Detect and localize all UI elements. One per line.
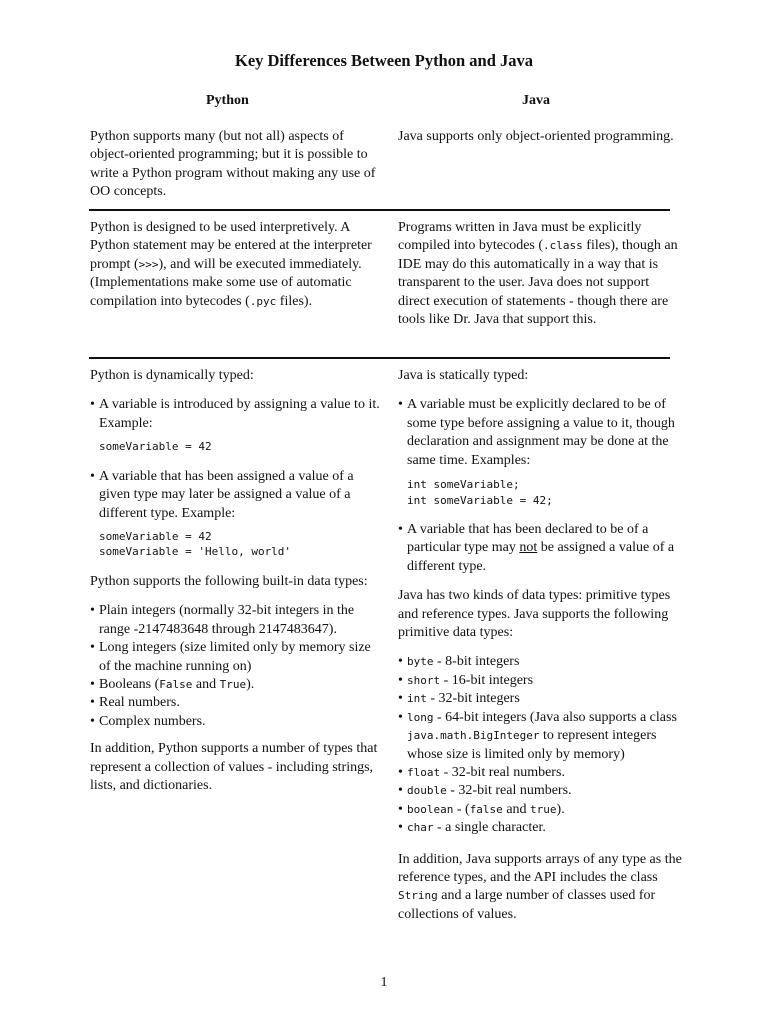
code-pyc: .pyc <box>249 294 277 308</box>
java-prim-byte: • byte - 8-bit integers <box>398 653 684 671</box>
java-prim-char: • char - a single character. <box>398 819 684 837</box>
page-number: 1 <box>380 975 388 990</box>
row1-python-text: Python supports many (but not all) aspects of object-oriented programming; but it is possible to write a Python program without making any use of OO concepts. <box>90 129 376 200</box>
code-class: .class <box>543 239 583 253</box>
python-bullet-introduce: • A variable is introduced by assigning a value to it. Example: <box>90 396 380 433</box>
row3-java <box>398 367 684 924</box>
java-prim-int: • int - 32-bit integers <box>398 690 684 708</box>
python-type-plain-int: • Plain integers (normally 32-bit integers in the range -2147483648 through 2147483647). <box>90 602 380 639</box>
page-title: Key Differences Between Python and Java <box>234 51 534 70</box>
python-type-complex: • Complex numbers. <box>90 713 380 731</box>
row2-java-text: Programs written in Java must be explicitly compiled into bytecodes (.class files), though an IDE may do this automatically in a way that is transparent to the user. Java does not support direct execution of statements - though there are tools like Dr. Java that support this. <box>398 220 678 328</box>
row-divider <box>89 357 670 359</box>
java-prim-short: • short - 16-bit integers <box>398 672 684 690</box>
python-type-booleans: • Booleans (False and True). <box>90 676 380 694</box>
python-types-intro: Python supports the following built-in data types: <box>90 573 368 589</box>
java-addition: In addition, Java supports arrays of any type as the reference types, and the API includes the class String and a large number of classes used for collections of values. <box>398 851 682 922</box>
python-typing-intro: Python is dynamically typed: <box>90 368 254 383</box>
column-header-python: Python <box>206 93 249 108</box>
code-prompt: >>> <box>138 257 159 271</box>
python-bullet-reassign: • A variable that has been assigned a value of a given type may later be assigned a value of a different type. Example: <box>90 468 380 523</box>
java-type-kinds: Java has two kinds of data types: primitive types and reference types. Java supports the following primitive data types: <box>398 588 671 641</box>
java-bullet-no-retype: • A variable that has been declared to be of a particular type may not be assigned a value of a different type. <box>398 521 684 576</box>
java-code-example: int someVariable; int someVariable = 42; <box>407 478 553 507</box>
java-prim-float: • float - 32-bit real numbers. <box>398 764 684 782</box>
row-divider <box>89 209 670 211</box>
python-type-real: • Real numbers. <box>90 694 380 712</box>
java-prim-double: • double - 32-bit real numbers. <box>398 782 684 800</box>
python-addition: In addition, Python supports a number of types that represent a collection of values - including strings, lists, and dictionaries. <box>90 741 378 793</box>
java-typing-intro: Java is statically typed: <box>398 368 529 383</box>
row2-python-text: Python is designed to be used interpretively. A Python statement may be entered at the interpreter prompt (>>>), and will be executed immediately. (Implementations make some use of automatic compilation into bytecodes (.pyc files). <box>90 220 372 309</box>
python-type-long-int: • Long integers (size limited only by memory size of the machine running on) <box>90 639 380 676</box>
row1-java-text: Java supports only object-oriented programming. <box>398 129 674 144</box>
java-prim-boolean: • boolean - (false and true). <box>398 801 684 819</box>
java-bullet-declare: • A variable must be explicitly declared to be of some type before assigning a value to it, though declaration and assignment may be done at the same time. Examples: <box>398 396 684 470</box>
column-header-java: Java <box>522 93 550 108</box>
java-prim-long: • long - 64-bit integers (Java also supports a class java.math.BigInteger to represent integers whose size is limited only by memory) <box>398 709 684 764</box>
python-code-example-2: someVariable = 42 someVariable = 'Hello, world' <box>99 529 292 559</box>
row3-python <box>90 367 380 795</box>
python-code-example-1: someVariable = 42 <box>99 440 212 454</box>
